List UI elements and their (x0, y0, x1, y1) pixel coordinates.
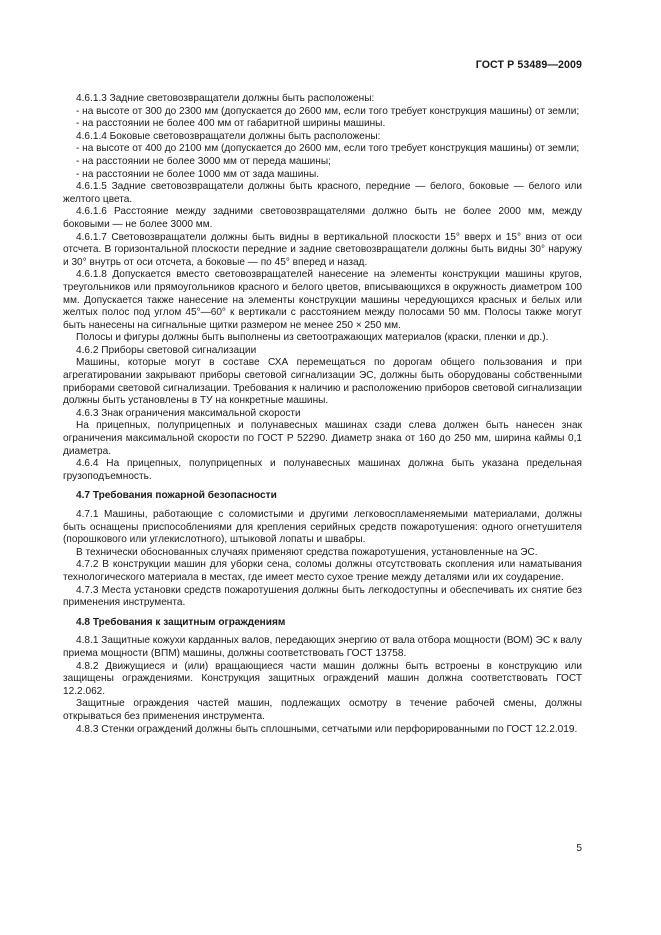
paragraph: - на расстоянии не более 1000 мм от зада машины. (76, 168, 320, 180)
paragraph: - на высоте от 400 до 2100 мм (допускается до 2600 мм, если того требует конструкция машины) от земли; (76, 143, 580, 155)
paragraph: 4.8.3 Стенки ограждений должны быть сплошными, сетчатыми или перфорированными по ГОСТ 12.2.019. (76, 723, 578, 735)
paragraph: В технически обоснованных случаях применяют средства пожаротушения, установленные на ЭС. (76, 546, 538, 558)
paragraph: 4.8.2 Движущиеся и (или) вращающиеся части машин должны быть встроены в конструкцию или защищены ограждениями. Конструкция защитных ограждений машин должна соответствовать ГОСТ 12.2.062. (63, 660, 582, 697)
paragraph: 4.7.1 Машины, работающие с соломистыми и другими легковоспламеняемыми материалами, должны быть оснащены приспособлениями для крепления серийных средств пожаротушения: одного огнетушителя (порошкового или углекислотного), штыковой лопаты и швабры. (63, 509, 582, 546)
paragraph: 4.6.1.4 Боковые световозвращатели должны быть расположены: (76, 130, 381, 142)
paragraph: - на высоте от 300 до 2300 мм (допускается до 2600 мм, если того требует конструкция машины) от земли; (76, 105, 580, 117)
paragraph: На прицепных, полуприцепных и полунавесных машинах сзади слева должен быть нанесен знак ограничения максимальной скорости по ГОСТ Р 52290. Диаметр знака от 160 до 250 мм, ширина каймы 0,1 диаметра. (63, 420, 582, 457)
paragraph: - на расстоянии не более 400 мм от габаритной ширины машины. (76, 118, 386, 130)
paragraph: 4.6.1.7 Световозвращатели должны быть видны в вертикальной плоскости 15° вверх и 15° вниз от оси отсчета. В горизонтальной плоскости передние и задние световозвращатели должны быть видны 30° наружу и 30° внутрь от оси отсчета, а боковые — по 45° вперед и назад. (63, 231, 582, 268)
section-heading: 4.7 Требования пожарной безопасности (76, 490, 277, 502)
paragraph: 4.6.2 Приборы световой сигнализации (76, 344, 257, 356)
paragraph: Машины, которые могут в составе СХА перемещаться по дорогам общего пользования и при агрегатировании закрывают приборы световой сигнализации ЭС, должны быть оборудованы собственными приборами световой сигнализации. Требования к наличию и расположению приборов световой сигнализации должны быть установлены в ТУ на конкретные машины. (63, 357, 582, 407)
paragraph: - на расстоянии не более 3000 мм от переда машины; (76, 155, 331, 167)
document-body (63, 93, 582, 736)
paragraph: Защитные ограждения частей машин, подлежащих осмотру в течение рабочей смены, должны открываться без применения инструмента. (63, 698, 582, 722)
paragraph: 4.6.1.6 Расстояние между задними световозвращателями должно быть не более 2000 мм, между боковыми — не более 3000 мм. (63, 206, 582, 230)
paragraph: 4.7.3 Места установки средств пожаротушения должны быть легкодоступны и обеспечивать их снятие без применения инструмента. (63, 584, 582, 609)
paragraph: 4.6.1.8 Допускается вместо световозвращателей нанесение на элементы конструкции машины кругов, треугольников или прямоугольников красного и белого цветов, вписывающихся в окружность диаметром 100 мм. Допускается также нанесение на элементы конструкции машины чередующихся красных и белых или желтых полос под углом 45°—60° к вертикали с расстоянием между полосами 50 мм. Полосы также могут быть нанесены на сигнальные щитки размером не менее 250 × 250 мм. (63, 269, 582, 331)
paragraph: 4.7.2 В конструкции машин для уборки сена, соломы должны отсутствовать скопления или наматывания технологического материала в местах, где имеет место сухое трение между деталями или их соударение. (63, 559, 582, 583)
paragraph: Полосы и фигуры должны быть выполнены из светоотражающих материалов (краски, пленки и др.). (76, 332, 549, 344)
paragraph: 4.6.4 На прицепных, полуприцепных и полунавесных машинах должна быть указана предельная грузоподъемность. (63, 458, 582, 482)
paragraph: 4.8.1 Защитные кожухи карданных валов, передающих энергию от вала отбора мощности (ВОМ) ЭС к валу приема мощности (ВПМ) машины, должны соответствовать ГОСТ 13758. (63, 635, 582, 659)
section-heading: 4.8 Требования к защитным ограждениям (76, 616, 286, 628)
document-header: ГОСТ Р 53489—2009 (475, 59, 582, 71)
paragraph: 4.6.3 Знак ограничения максимальной скорости (76, 407, 301, 419)
paragraph: 4.6.1.5 Задние световозвращатели должны быть красного, передние — белого, боковые — белого или желтого цвета. (63, 181, 582, 205)
page-number: 5 (576, 843, 582, 854)
paragraph: 4.6.1.3 Задние световозвращатели должны быть расположены: (76, 93, 375, 104)
